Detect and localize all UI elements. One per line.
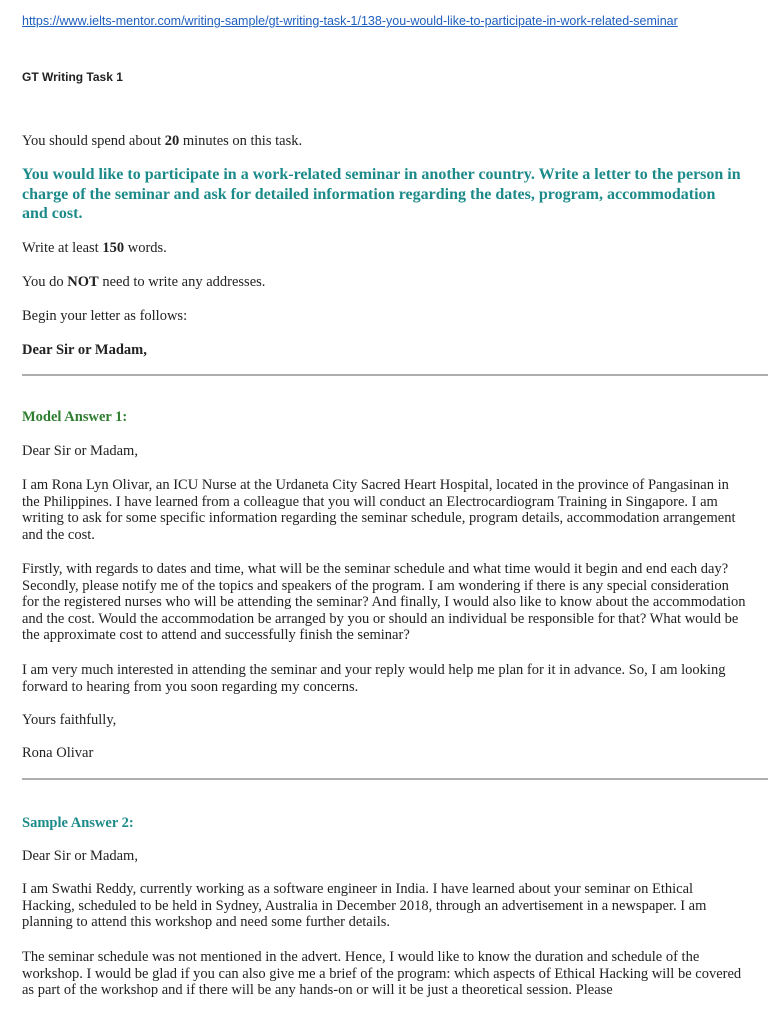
task-prompt: You would like to participate in a work-related seminar in another country. Write a letter to the person in charge of the seminar and ask for detailed information regarding the dates, program, accommodation and cost.	[22, 166, 741, 222]
task-title: GT Writing Task 1	[22, 70, 123, 84]
model-answer-1-paragraph-2: Firstly, with regards to dates and time, what will be the seminar schedule and what time would it begin and end each day? Secondly, please notify me of the topics and speakers of the program. I am wondering if there is any special consideration for the registered nurses who will be attending the seminar? And finally, I would also like to know about the accommodation and the cost. Would the accommodation be arranged by you or should an individual be responsible for that? What would be the approximate cost to attend and successfully finish the seminar?	[22, 561, 746, 644]
model-answer-1-salutation: Dear Sir or Madam,	[22, 443, 138, 459]
time-prefix: You should spend about	[22, 133, 165, 149]
section-divider	[22, 778, 768, 780]
time-suffix: minutes on this task.	[179, 133, 303, 149]
model-answer-1-closing: Yours faithfully,	[22, 712, 117, 728]
model-answer-1-paragraph-3: I am very much interested in attending the seminar and your reply would help me plan for it in advance. So, I am looking forward to hearing from you soon regarding my concerns.	[22, 662, 726, 695]
word-count-instruction	[22, 240, 746, 257]
begin-instruction: Begin your letter as follows:	[22, 308, 188, 324]
model-answer-1-heading: Model Answer 1:	[22, 409, 128, 425]
address-instruction	[22, 274, 746, 291]
prompt-salutation: Dear Sir or Madam,	[22, 342, 147, 358]
sample-answer-2-paragraph-2: The seminar schedule was not mentioned in the advert. Hence, I would like to know the duration and schedule of the workshop. I would be glad if you can also give me a brief of the program: which aspects of Ethical Hacking will be covered as part of the workshop and if there will be any hands-on or will it be just a theoretical session. Please	[22, 949, 742, 999]
addr-prefix: You do	[22, 274, 68, 290]
words-suffix: words.	[124, 240, 167, 256]
time-value: 20	[164, 133, 180, 149]
sample-answer-2-salutation: Dear Sir or Madam,	[22, 848, 138, 864]
time-instruction	[22, 133, 746, 150]
addr-suffix: need to write any addresses.	[98, 274, 266, 290]
section-divider	[22, 374, 768, 376]
words-value: 150	[102, 240, 125, 256]
sample-answer-2-paragraph-1: I am Swathi Reddy, currently working as a software engineer in India. I have learned about your seminar on Ethical Hacking, scheduled to be held in Sydney, Australia in December 2018, through an advertisement in a newspaper. I am planning to attend this workshop and need some further details.	[22, 881, 707, 931]
addr-value: NOT	[67, 274, 99, 290]
words-prefix: Write at least	[22, 240, 103, 256]
model-answer-1-paragraph-1: I am Rona Lyn Olivar, an ICU Nurse at the Urdaneta City Sacred Heart Hospital, located in the province of Pangasinan in the Philippines. I have learned from a colleague that you will conduct an Electrocardiogram Training in Singapore. I am writing to ask for some specific information regarding the seminar schedule, program details, accommodation arrangement and the cost.	[22, 477, 736, 543]
model-answer-1-signature: Rona Olivar	[22, 745, 94, 761]
sample-answer-2-heading: Sample Answer 2:	[22, 815, 134, 831]
source-url-link[interactable]: https://www.ielts-mentor.com/writing-sample/gt-writing-task-1/138-you-would-like-to-participate-in-work-related-seminar	[22, 14, 678, 28]
